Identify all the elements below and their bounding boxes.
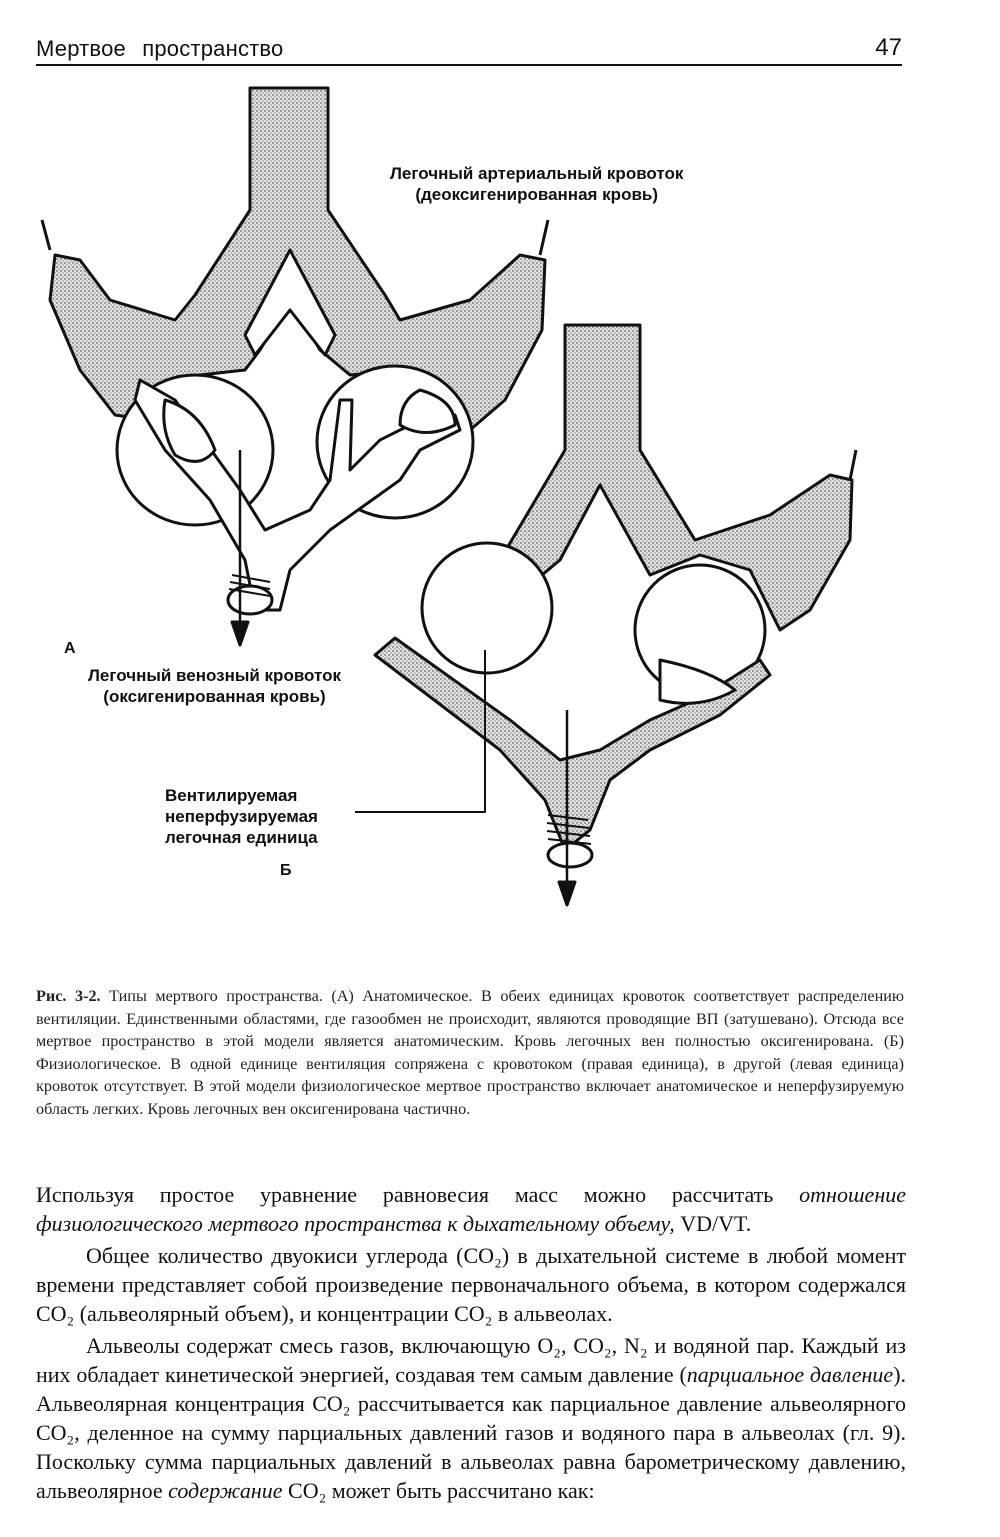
section-title: Мертвое пространство bbox=[36, 36, 284, 61]
label-unit-line3: легочная единица bbox=[165, 828, 318, 847]
figure-caption bbox=[36, 985, 904, 1121]
panel-a-label: А bbox=[64, 640, 76, 657]
p1-text-b: VD/VT. bbox=[674, 1211, 752, 1236]
caption-text: Типы мертвого пространства. (А) Анатомическое. В обеих единицах кровоток соответствует распределению вентиляции. Единственными областями, где газообмен не происходит, являются проводящие ВП (затушевано). Отсюда все мертвое пространство в этой модели является анатомическим. Кровь легочных вен полностью оксигенирована. (Б) Физиологическое. В одной единице вентиляция сопряжена с кровотоком (правая единица), в другой (левая единица) кровоток отсутствует. В этой модели физиологическое мертвое пространство включает анатомическое и неперфузируемую область легких. Кровь легочных вен оксигенирована частично. bbox=[36, 987, 904, 1118]
label-unit-line1: Вентилируемая bbox=[165, 786, 298, 805]
p1-emphasis: отношение физиологического мертвого пространства к дыхательному объему, bbox=[36, 1182, 906, 1236]
p1-text-a: Используя простое уравнение равновесия масс можно рассчитать bbox=[36, 1182, 800, 1207]
figure-dead-space bbox=[0, 70, 1000, 940]
page-number: 47 bbox=[875, 34, 902, 61]
label-venous-flow bbox=[88, 665, 341, 707]
p3-emphasis-1: парциальное давление bbox=[686, 1362, 894, 1387]
label-venous-line2: (оксигенированная кровь) bbox=[103, 687, 326, 706]
label-unit-line2: неперфузируемая bbox=[165, 807, 318, 826]
paragraph-3 bbox=[36, 1331, 906, 1505]
label-arterial-line1: Легочный артериальный кровоток bbox=[390, 164, 684, 183]
p3-text-b: ). Альвеолярная концентрация CO₂ рассчитывается как парциальное давление альвеолярного CO₂, деленное на сумму парциальных давлений газов и водяного пара в альвеолах (гл. 9). Поскольку сумма парциальных давлений в альвеолах равна барометрическому давлению, альвеолярное bbox=[36, 1362, 907, 1503]
paragraph-1 bbox=[36, 1180, 906, 1238]
paragraph-2: Общее количество двуокиси углерода (CO₂) в дыхательной системе в любой момент времени представляет собой произведение первоначального объема, в котором содержался CO₂ (альвеолярный объем), и концентрации CO₂ в альвеолах. bbox=[36, 1243, 906, 1326]
p3-text-a: Альвеолы содержат смесь газов, включающую O₂, CO₂, N₂ и водяной пар. Каждый из них обладает кинетической энергией, создавая тем самым давление ( bbox=[36, 1333, 906, 1387]
arterial-tree-a bbox=[50, 88, 545, 430]
label-arterial-flow bbox=[390, 163, 683, 205]
p3-emphasis-2: содержание bbox=[168, 1478, 283, 1503]
p3-text-c: CO₂ может быть рассчитано как: bbox=[282, 1478, 595, 1503]
page-header bbox=[36, 34, 902, 66]
label-ventilated-unit bbox=[165, 785, 318, 848]
label-arterial-line2: (деоксигенированная кровь) bbox=[415, 185, 659, 204]
label-venous-line1: Легочный венозный кровоток bbox=[88, 666, 342, 685]
caption-lead: Рис. 3-2. bbox=[36, 987, 101, 1005]
alveolus-b-nonperfused bbox=[422, 543, 552, 673]
panel-b-label: Б bbox=[280, 862, 292, 879]
body-text bbox=[36, 1180, 906, 1505]
